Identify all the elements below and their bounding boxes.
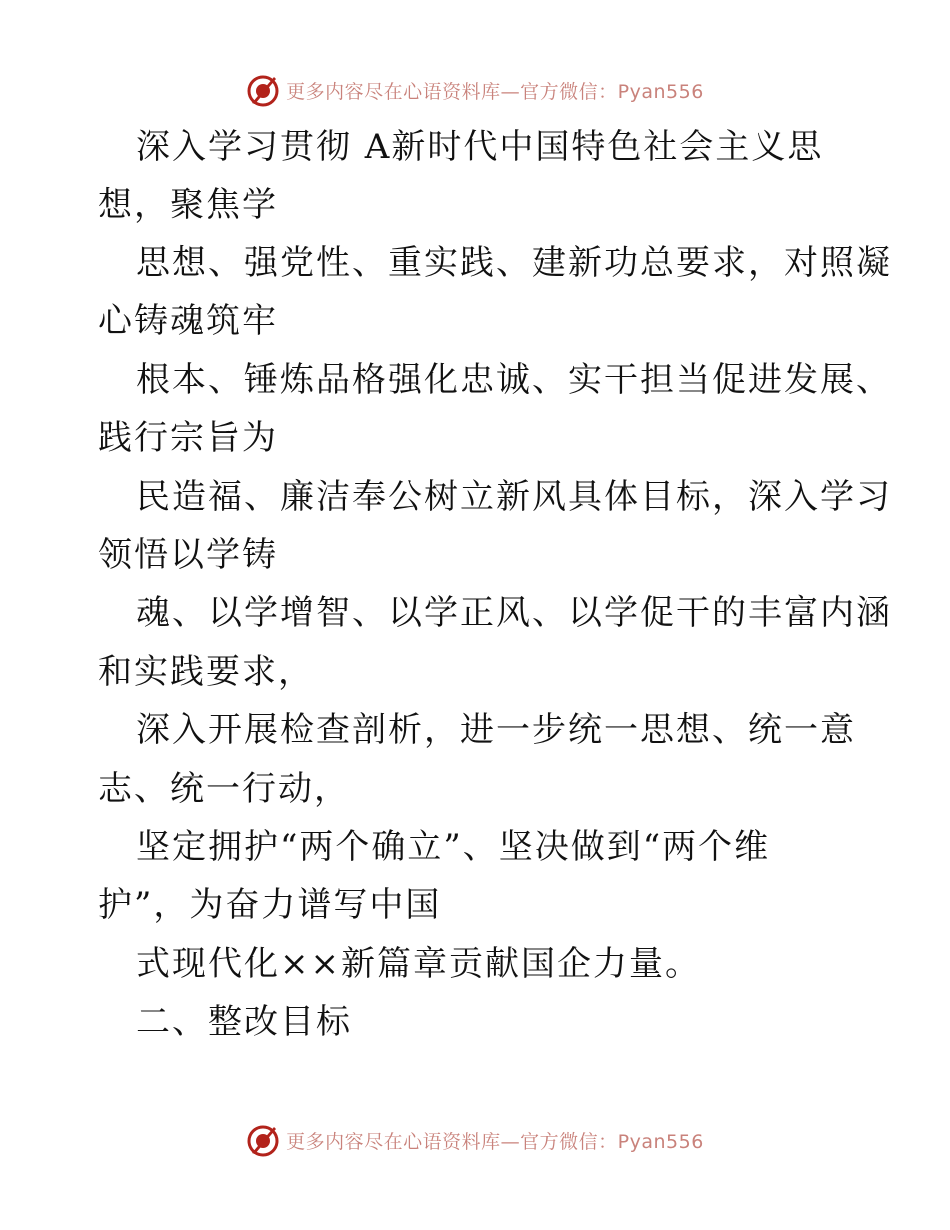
body-line: 民造福、廉洁奉公树立新风具体目标，深入学习 — [136, 477, 892, 517]
header-banner-text: 更多内容尽在心语资料库—官方微信：Pyan556 — [286, 80, 704, 103]
footer-banner — [0, 1120, 950, 1160]
body-line: 心铸魂筑牢 — [98, 301, 278, 341]
body-line: 根本、锤炼品格强化忠诚、实干担当促进发展、 — [136, 360, 892, 400]
footer-banner-text: 更多内容尽在心语资料库—官方微信：Pyan556 — [286, 1130, 704, 1153]
wechat-id: Pyan556 — [617, 1130, 704, 1153]
body-line: 志、统一行动， — [98, 769, 350, 809]
body-line: 魂、以学增智、以学正风、以学促干的丰富内涵 — [136, 593, 892, 633]
body-line: 思想、强党性、重实践、建新功总要求，对照凝 — [136, 243, 892, 283]
section-heading: 二、整改目标 — [136, 1002, 352, 1042]
wechat-id: Pyan556 — [617, 80, 704, 103]
header-banner — [0, 70, 950, 110]
body-line: 坚定拥护“两个确立”、坚决做到“两个维 — [136, 827, 771, 867]
body-line: 护”，为奋力谱写中国 — [98, 885, 442, 925]
body-line: 深入学习贯彻 A新时代中国特色社会主义思 — [136, 127, 824, 167]
body-line: 想，聚焦学 — [98, 185, 278, 225]
body-line: 和实践要求， — [98, 652, 314, 692]
body-line: 深入开展检查剖析，进一步统一思想、统一意 — [136, 710, 856, 750]
body-line: 式现代化××新篇章贡献国企力量。 — [136, 944, 701, 984]
quill-seal-icon — [246, 73, 280, 107]
quill-seal-icon — [246, 1123, 280, 1157]
body-line: 领悟以学铸 — [98, 535, 278, 575]
body-line: 践行宗旨为 — [98, 418, 278, 458]
